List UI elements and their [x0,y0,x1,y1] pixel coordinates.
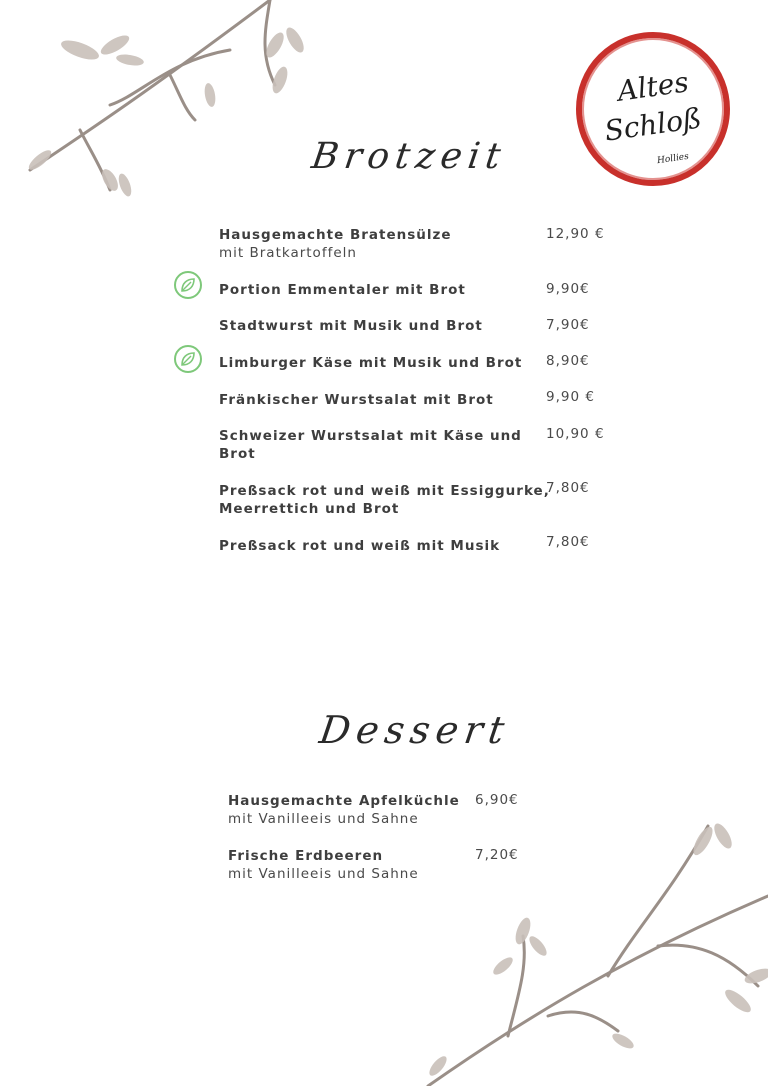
menu-item [219,317,483,335]
menu-item-name: Hausgemachte Bratensülze [219,227,452,243]
branch-decoration-bottom-right [408,816,768,1086]
menu-item-name: Hausgemachte Apfelküchle [228,793,460,809]
menu-item-name-continued: Meerrettich und Brot [219,501,400,517]
menu-item-name-continued: Brot [219,446,256,462]
menu-item-price: 7,20€ [475,847,519,863]
section-title-dessert: Dessert [316,708,513,752]
menu-item [219,391,494,409]
menu-item-price: 9,90€ [546,281,590,297]
menu-item-name: Stadtwurst mit Musik und Brot [219,318,483,334]
restaurant-logo [572,28,734,190]
menu-item-name: Schweizer Wurstsalat mit Käse und [219,428,522,444]
menu-item [219,354,522,372]
menu-item [228,792,460,828]
menu-item-description: mit Vanilleeis und Sahne [228,866,419,882]
menu-item [219,281,466,299]
vegetarian-badge [174,271,202,299]
menu-item-price: 9,90 € [546,389,595,405]
menu-item-price: 7,80€ [546,480,590,496]
leaf-icon [179,276,197,294]
menu-item-price: 6,90€ [475,792,519,808]
menu-item-description: mit Vanilleeis und Sahne [228,811,419,827]
menu-item [219,537,500,555]
menu-item-price: 7,80€ [546,534,590,550]
menu-item-name: Frische Erdbeeren [228,848,384,864]
menu-item-price: 10,90 € [546,426,605,442]
branch-decoration-top-left [20,0,320,210]
menu-item [219,427,522,463]
menu-item-name: Fränkischer Wurstsalat mit Brot [219,392,494,408]
menu-item-price: 8,90€ [546,353,590,369]
logo-signature: Hollies [656,151,690,167]
menu-item-name: Limburger Käse mit Musik und Brot [219,355,523,371]
section-title-brotzeit: Brotzeit [309,136,509,177]
menu-item-name: Preßsack rot und weiß mit Musik [219,538,501,554]
menu-item-description: mit Bratkartoffeln [219,245,357,261]
menu-item-price: 7,90€ [546,317,590,333]
menu-item [219,226,452,262]
leaf-icon [179,350,197,368]
menu-item-name: Portion Emmentaler mit Brot [219,282,466,298]
menu-item [228,847,419,883]
menu-item-price: 12,90 € [546,226,605,242]
logo-word-schloss: Schloß [602,101,704,148]
menu-item-name: Preßsack rot und weiß mit Essiggurke, [219,483,550,499]
menu-item [219,482,550,518]
logo-word-altes: Altes [615,65,691,108]
vegetarian-badge [174,345,202,373]
